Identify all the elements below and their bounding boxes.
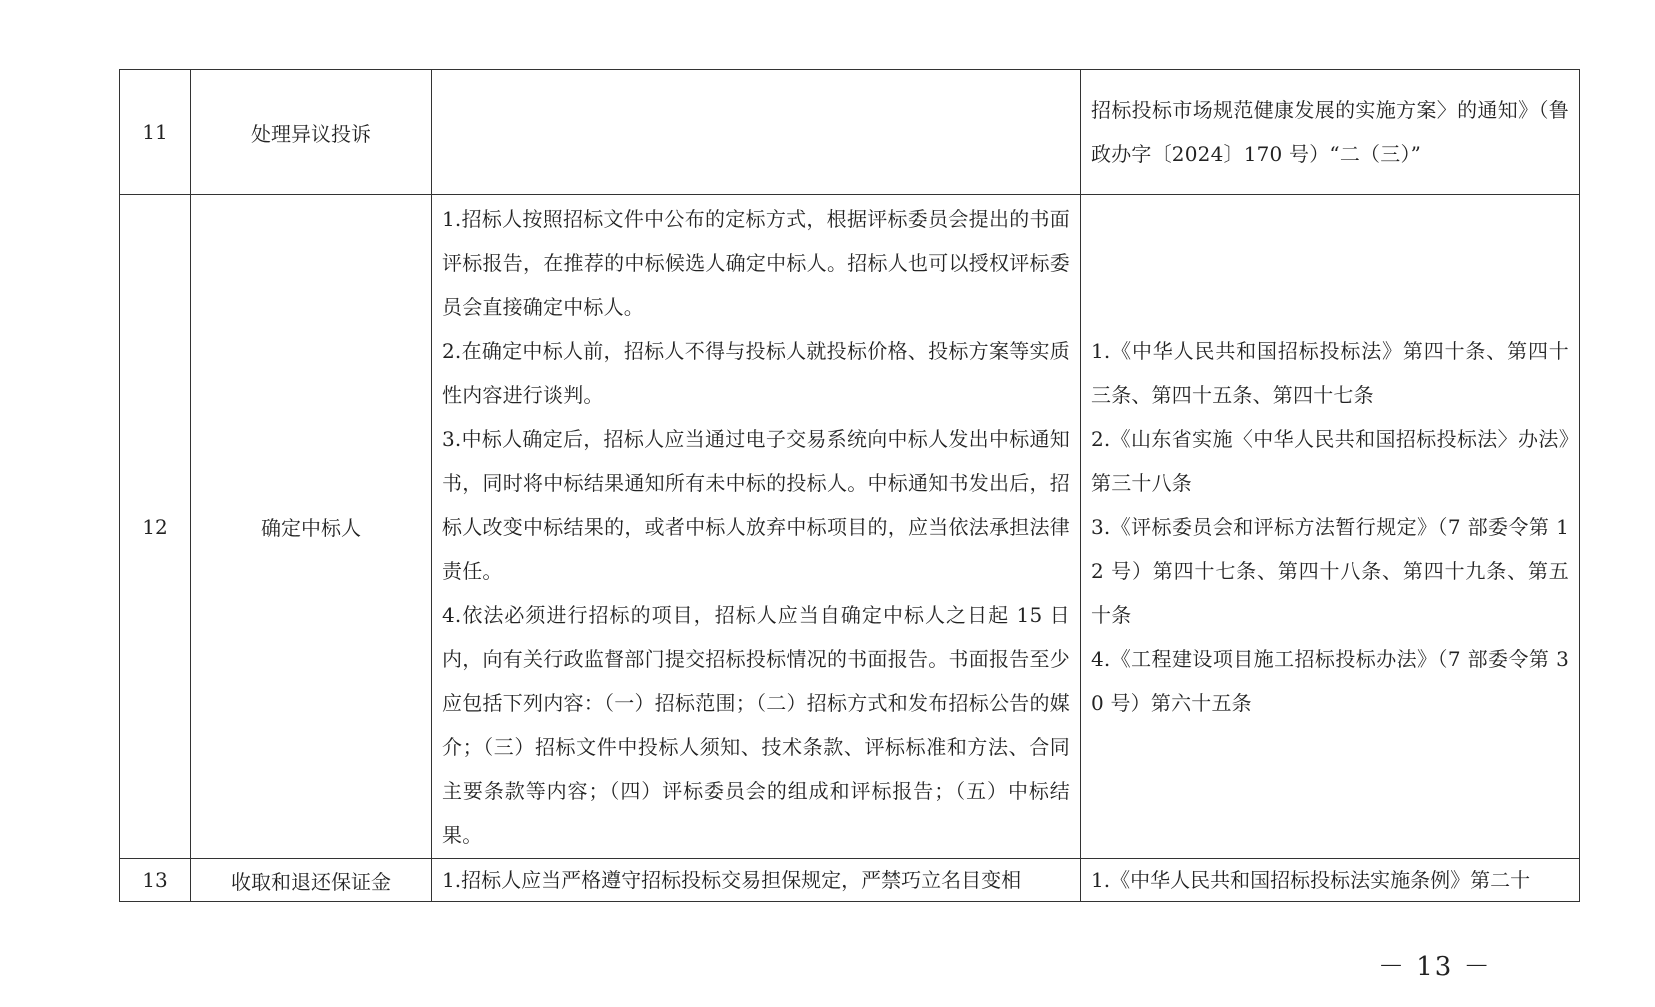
basis-paragraph: 2.《山东省实施〈中华人民共和国招标投标法〉办法》第三十八条 bbox=[1091, 426, 1569, 495]
content-cell bbox=[432, 195, 1081, 859]
content-paragraph: 2.在确定中标人前，招标人不得与投标人就投标价格、投标方案等实质性内容进行谈判。 bbox=[442, 338, 1070, 407]
regulation-table bbox=[119, 69, 1580, 902]
item-name: 收取和退还保证金 bbox=[191, 859, 432, 902]
item-name: 处理异议投诉 bbox=[191, 70, 432, 195]
row-number: 11 bbox=[120, 70, 191, 195]
item-name: 确定中标人 bbox=[191, 195, 432, 859]
table-row bbox=[120, 195, 1580, 859]
content-paragraph: 1.招标人按照招标文件中公布的定标方式，根据评标委员会提出的书面评标报告，在推荐的中标候选人确定中标人。招标人也可以授权评标委员会直接确定中标人。 bbox=[442, 206, 1070, 319]
row-number: 12 bbox=[120, 195, 191, 859]
content-cell bbox=[432, 859, 1081, 902]
content-paragraph: 3.中标人确定后，招标人应当通过电子交易系统向中标人发出中标通知书，同时将中标结果通知所有未中标的投标人。中标通知书发出后，招标人改变中标结果的，或者中标人放弃中标项目的，应当依法承担法律责任。 bbox=[442, 426, 1070, 583]
basis-paragraph: 1.《中华人民共和国招标投标法》第四十条、第四十三条、第四十五条、第四十七条 bbox=[1091, 338, 1569, 407]
basis-paragraph: 3.《评标委员会和评标方法暂行规定》（7 部委令第 12 号）第四十七条、第四十八条、第四十九条、第五十条 bbox=[1091, 514, 1569, 627]
table-row bbox=[120, 859, 1580, 902]
row-number: 13 bbox=[120, 859, 191, 902]
basis-paragraph: 1.《中华人民共和国招标投标法实施条例》第二十 bbox=[1091, 868, 1531, 892]
basis-cell bbox=[1081, 70, 1580, 195]
content-cell bbox=[432, 70, 1081, 195]
basis-cell bbox=[1081, 859, 1580, 902]
content-paragraph: 1.招标人应当严格遵守招标投标交易担保规定，严禁巧立名目变相 bbox=[442, 868, 1022, 892]
table-row bbox=[120, 70, 1580, 195]
content-paragraph: 4.依法必须进行招标的项目，招标人应当自确定中标人之日起 15 日内，向有关行政监督部门提交招标投标情况的书面报告。书面报告至少应包括下列内容：（一）招标范围；（二）招标方式和发布招标公告的媒介；（三）招标文件中投标人须知、技术条款、评标标准和方法、合同主要条款等内容；（四）评标委员会的组成和评标报告；（五）中标结果。 bbox=[442, 602, 1070, 847]
basis-paragraph: 招标投标市场规范健康发展的实施方案〉的通知》（鲁政办字〔2024〕170 号）“二（三）” bbox=[1091, 98, 1569, 166]
page-number: － 13 － bbox=[1378, 952, 1492, 982]
basis-cell bbox=[1081, 195, 1580, 859]
basis-paragraph: 4.《工程建设项目施工招标投标办法》（7 部委令第 30 号）第六十五条 bbox=[1091, 646, 1569, 715]
